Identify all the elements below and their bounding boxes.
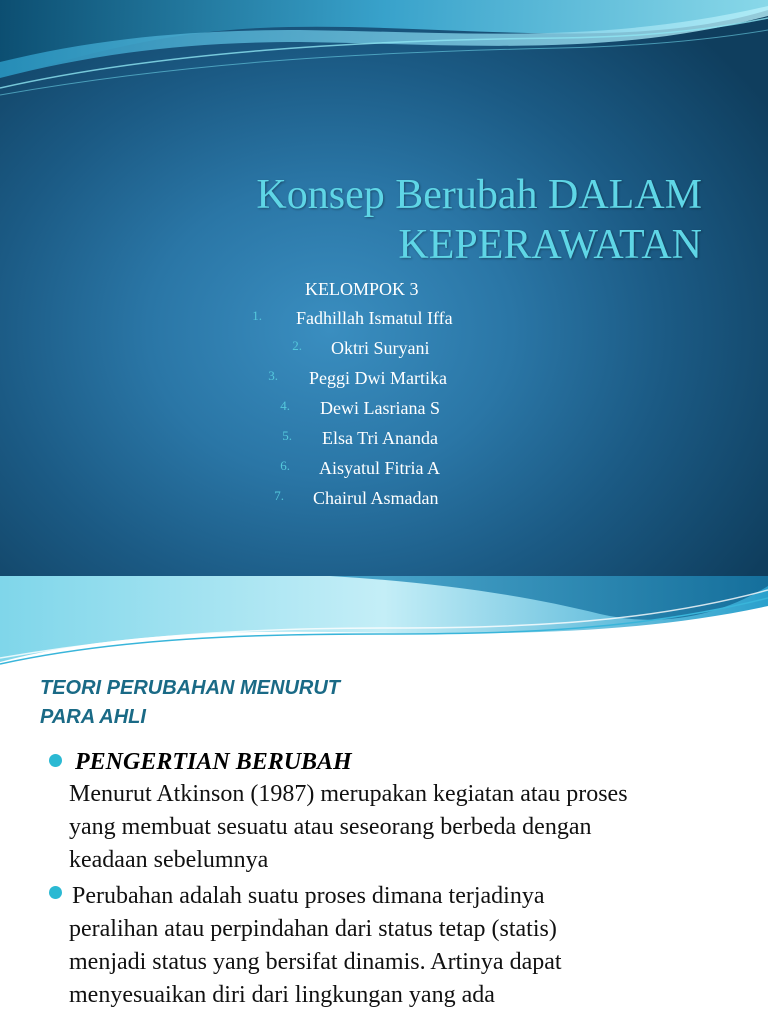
bullet-dot-icon (49, 754, 62, 767)
bullet-1-text (69, 778, 749, 877)
section-heading-line-2: PARA AHLI (40, 706, 146, 728)
section-heading-line-1: TEORI PERUBAHAN MENURUT (40, 677, 340, 699)
list-item (0, 485, 768, 515)
list-number: 4. (280, 398, 290, 413)
list-item (0, 305, 768, 335)
bullet-1-title: PENGERTIAN BERUBAH (75, 749, 352, 775)
text-line: menjadi status yang bersifat dinamis. Artinya dapat (69, 949, 562, 975)
member-name: Oktri Suryani (331, 338, 430, 358)
list-item (0, 395, 768, 425)
member-name: Elsa Tri Ananda (322, 428, 439, 448)
list-number: 5. (282, 428, 292, 443)
text-line: menyesuaikan diri dari lingkungan yang ada (69, 982, 495, 1008)
bullet-dot-icon (49, 886, 62, 899)
member-name: Fadhillah Ismatul Iffa (296, 308, 453, 328)
content-slide (0, 576, 768, 1024)
text-line: Perubahan adalah suatu proses dimana terjadinya (72, 883, 545, 909)
group-label: KELOMPOK 3 (305, 279, 419, 299)
list-item (0, 455, 768, 485)
member-list (0, 305, 768, 515)
text-line: yang membuat sesuatu atau seseorang berbeda dengan (69, 814, 592, 840)
decorative-waves-header (0, 576, 768, 676)
text-line: keadaan sebelumnya (69, 847, 269, 873)
member-name: Dewi Lasriana S (320, 398, 440, 418)
slide-title-line-1: Konsep Berubah DALAM (256, 172, 702, 218)
list-number: 7. (274, 488, 284, 503)
member-name: Peggi Dwi Martika (309, 368, 447, 388)
text-line: peralihan atau perpindahan dari status tetap (statis) (69, 916, 557, 942)
slide-title-line-2: KEPERAWATAN (398, 222, 702, 268)
section-heading (40, 674, 460, 732)
list-item (0, 365, 768, 395)
bullet-2-text (69, 880, 752, 1012)
list-number: 6. (280, 458, 290, 473)
member-name: Aisyatul Fitria A (319, 458, 440, 478)
member-name: Chairul Asmadan (313, 488, 439, 508)
list-number: 2. (292, 338, 302, 353)
list-number: 3. (268, 368, 278, 383)
list-item (0, 425, 768, 455)
text-line: Menurut Atkinson (1987) merupakan kegiatan atau proses (69, 781, 628, 807)
list-item (0, 335, 768, 365)
list-number: 1. (252, 308, 262, 323)
slide-title (150, 170, 702, 270)
